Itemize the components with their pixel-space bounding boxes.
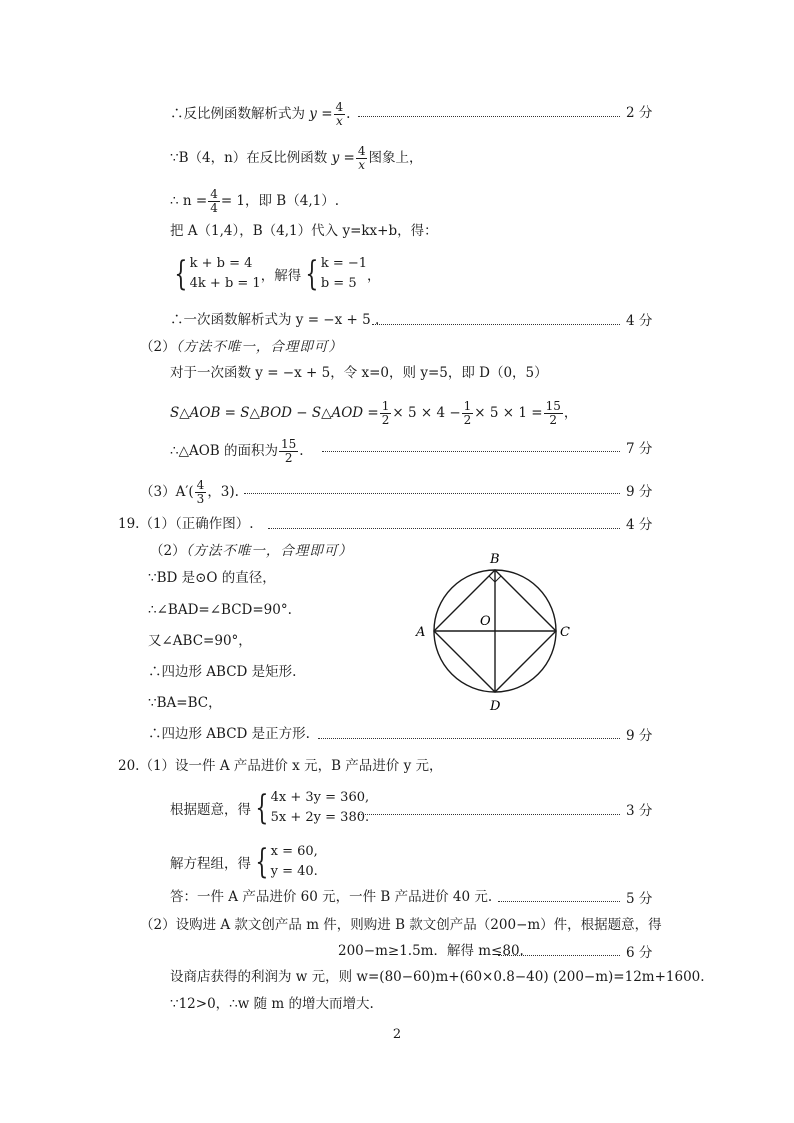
score-label: 4 分 [626,313,653,329]
leader-dots [358,814,620,815]
q18-line4: 把 A（1,4），B（4,1）代入 y=kx+b，得： [170,223,438,239]
score-label: 9 分 [626,484,653,500]
q19-line5: 又∠ABC=90°， [148,633,252,649]
score-label: 7 分 [626,441,653,457]
q19-line7: ∵BA=BC， [148,695,222,711]
q18-line10: ∴△AOB 的面积为 $\frac{15}{2}$ . [170,437,304,465]
q18-line2: ∵B（4，n）在反比例函数 y = $\frac{4}{x}$ 图象上， [170,144,423,172]
q18-systems: { k + b = 4 4k + b = 1，解得 { k = −1 b = 5 ， [174,254,381,294]
page-number: 2 [392,1027,402,1042]
leader-dots [322,451,620,452]
q19-line6: ∴四边形 ABCD 是矩形. [148,664,297,680]
q20-line8: ∵12>0，∴w 随 m 的增大而增大. [170,996,374,1012]
q20-system1: 根据题意，得 { 4x + 3y = 360, 5x + 2y = 380. [170,788,370,828]
q18-part2-header: （2）（方法不唯一，合理即可） [140,339,343,355]
label-c: C [560,625,570,640]
q18-area-eq: S△AOB = S△BOD − S△AOD = $\frac{1}{2}$ × 5 × 4 − $\frac{1}{2}$ × 5 × 1 = $\frac{15}{2}$ ， [170,399,578,427]
circle-square-figure [400,545,590,715]
q19-part2-header: （2）（方法不唯一，合理即可） [150,543,353,559]
leader-dots [268,528,620,529]
score-label: 6 分 [626,945,653,961]
leader-dots [498,901,620,902]
leader-dots [372,324,620,325]
leader-dots [498,955,620,956]
q19-line8: ∴四边形 ABCD 是正方形. [148,726,310,742]
score-label: 9 分 [626,728,653,744]
q19-line1: 19.（1）（正确作图）. [118,516,254,532]
q18-part3: （3）A′( $\frac{4}{3}$ ，3). [140,478,239,506]
q20-line7: 设商店获得的利润为 w 元，则 w=(80−60)m+(60×0.8−40) (200−m)=12m+1600. [170,969,705,985]
leader-dots [318,738,620,739]
q20-line6: 200−m≥1.5m．解得 m≤80. [338,943,524,959]
score-label: 5 分 [626,891,653,907]
q19-line3: ∵BD 是⊙O 的直径， [148,570,276,586]
q18-line6: ∴一次函数解析式为 y = −x + 5 . [170,312,380,328]
q20-line4: 答：一件 A 产品进价 60 元，一件 B 产品进价 40 元. [170,889,493,905]
score-label: 4 分 [626,517,653,533]
q18-line3: ∴ n = $\frac{4}{4}$ = 1，即 B（4,1）. [170,187,339,215]
label-o: O [480,614,491,629]
q19-line4: ∴∠BAD=∠BCD=90°. [148,602,292,618]
leader-dots [244,493,620,494]
label-d: D [490,699,501,714]
label-b: B [490,552,500,567]
label-a: A [416,625,426,640]
q18-line8: 对于一次函数 y = −x + 5，令 x=0，则 y=5，即 D（0，5） [170,365,548,381]
q20-line1: 20.（1）设一件 A 产品进价 x 元，B 产品进价 y 元， [118,758,443,774]
score-label: 3 分 [626,803,653,819]
leader-dots [358,116,620,117]
score-label: 2 分 [626,105,653,121]
q18-line1: ∴反比例函数解析式为 y = $\frac{4}{x}$ . [170,100,351,128]
q20-line5: （2）设购进 A 款文创产品 m 件，则购进 B 款文创产品（200−m）件，根据题意，得 [140,917,662,933]
q20-system2: 解方程组，得 { x = 60, y = 40. [170,842,318,882]
